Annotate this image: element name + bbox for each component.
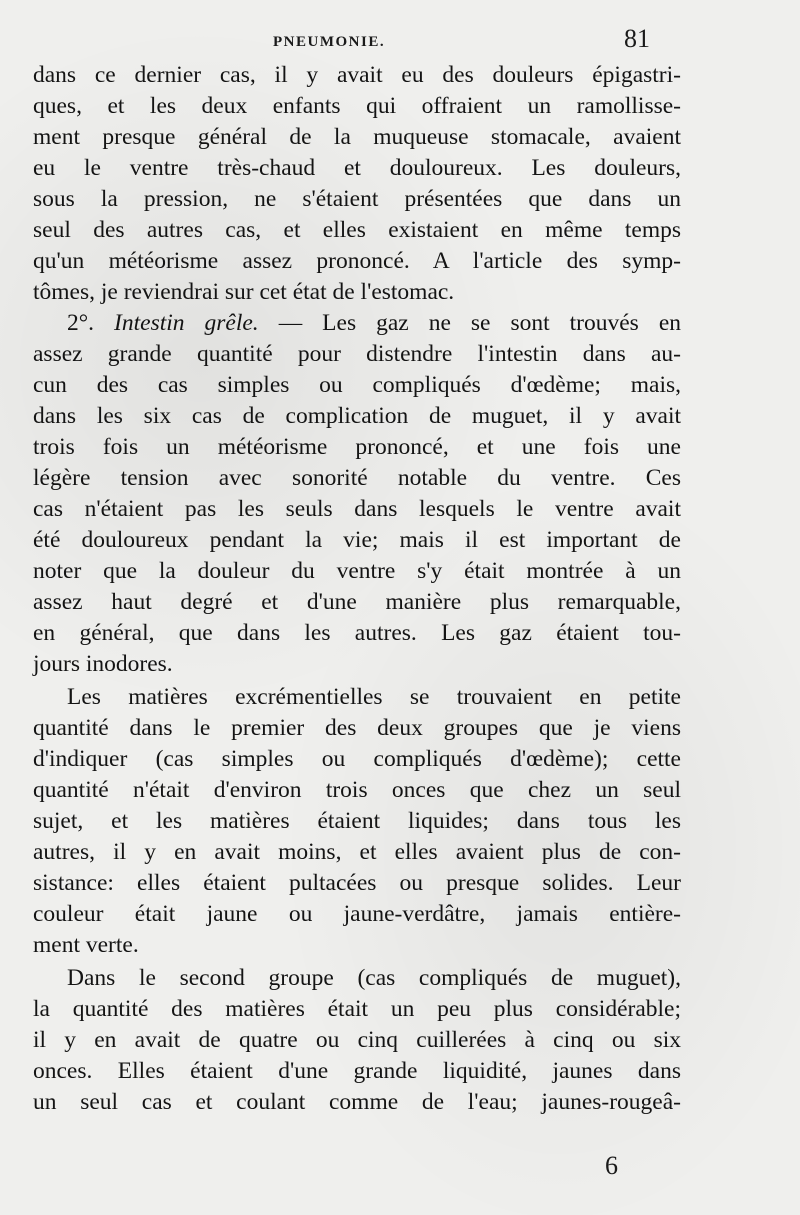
text-line: assez grande quantité pour distendre l'intestin dans au- xyxy=(33,341,681,367)
text-line: cas n'étaient pas les seuls dans lesquels le ventre avait xyxy=(33,496,681,522)
text-line: tômes, je reviendrai sur cet état de l'estomac. xyxy=(33,279,455,305)
section-heading-text: — Les gaz ne se sont trouvés en xyxy=(278,310,681,336)
section-number: 2°. xyxy=(67,310,95,336)
body-text xyxy=(33,60,681,1118)
text-line: sistance: elles étaient pultacées ou presque solides. Leur xyxy=(33,870,681,896)
text-line: noter que la douleur du ventre s'y était montrée à un xyxy=(33,558,681,584)
paragraph-2 xyxy=(33,308,681,680)
text-line: en général, que dans les autres. Les gaz étaient tou- xyxy=(33,620,681,646)
text-line: ques, et les deux enfants qui offraient un ramollisse- xyxy=(33,93,681,119)
text-line: autres, il y en avait moins, et elles avaient plus de con- xyxy=(33,839,681,865)
text-line: sujet, et les matières étaient liquides; dans tous les xyxy=(33,808,681,834)
page-number: 81 xyxy=(624,24,650,53)
text-line: été douloureux pendant la vie; mais il est important de xyxy=(33,527,681,553)
paragraph-3 xyxy=(33,682,681,961)
signature-mark: 6 xyxy=(605,1151,618,1180)
text-line: ment presque général de la muqueuse stomacale, avaient xyxy=(33,124,681,150)
text-line: jours inodores. xyxy=(33,651,173,677)
text-line: seul des autres cas, et elles existaient en même temps xyxy=(33,217,681,243)
text-line: qu'un météorisme assez prononcé. A l'article des symp- xyxy=(33,248,681,274)
text-line: quantité n'était d'environ trois onces que chez un seul xyxy=(33,777,681,803)
text-line: dans ce dernier cas, il y avait eu des douleurs épigastri- xyxy=(33,62,681,88)
text-line: dans les six cas de complication de muguet, il y avait xyxy=(33,403,681,429)
text-line: quantité dans le premier des deux groupes que je viens xyxy=(33,715,681,741)
paragraph-4 xyxy=(33,963,681,1118)
text-line: d'indiquer (cas simples ou compliqués d'œdème); cette xyxy=(33,746,681,772)
running-head: PNEUMONIE. xyxy=(273,34,386,50)
text-line: trois fois un météorisme prononcé, et une fois une xyxy=(33,434,681,460)
text-line: il y en avait de quatre ou cinq cuillerées à cinq ou six xyxy=(33,1027,681,1053)
paragraph-1 xyxy=(33,60,681,308)
text-line: sous la pression, ne s'étaient présentées que dans un xyxy=(33,186,681,212)
text-line: assez haut degré et d'une manière plus remarquable, xyxy=(33,589,681,615)
text-line: la quantité des matières était un peu plus considérable; xyxy=(33,996,681,1022)
section-title: Intestin grêle. xyxy=(114,310,259,336)
text-line: légère tension avec sonorité notable du ventre. Ces xyxy=(33,465,681,491)
text-line: Les matières excrémentielles se trouvaient en petite xyxy=(67,684,681,710)
text-line: un seul cas et coulant comme de l'eau; jaunes-rougeâ- xyxy=(33,1089,681,1115)
text-line: ment verte. xyxy=(33,932,139,958)
section-heading-line xyxy=(33,308,681,339)
text-line: cun des cas simples ou compliqués d'œdème; mais, xyxy=(33,372,681,398)
text-line: Dans le second groupe (cas compliqués de muguet), xyxy=(67,965,681,991)
text-line: eu le ventre très-chaud et douloureux. Les douleurs, xyxy=(33,155,681,181)
text-line: onces. Elles étaient d'une grande liquidité, jaunes dans xyxy=(33,1058,681,1084)
text-line: couleur était jaune ou jaune-verdâtre, jamais entière- xyxy=(33,901,681,927)
